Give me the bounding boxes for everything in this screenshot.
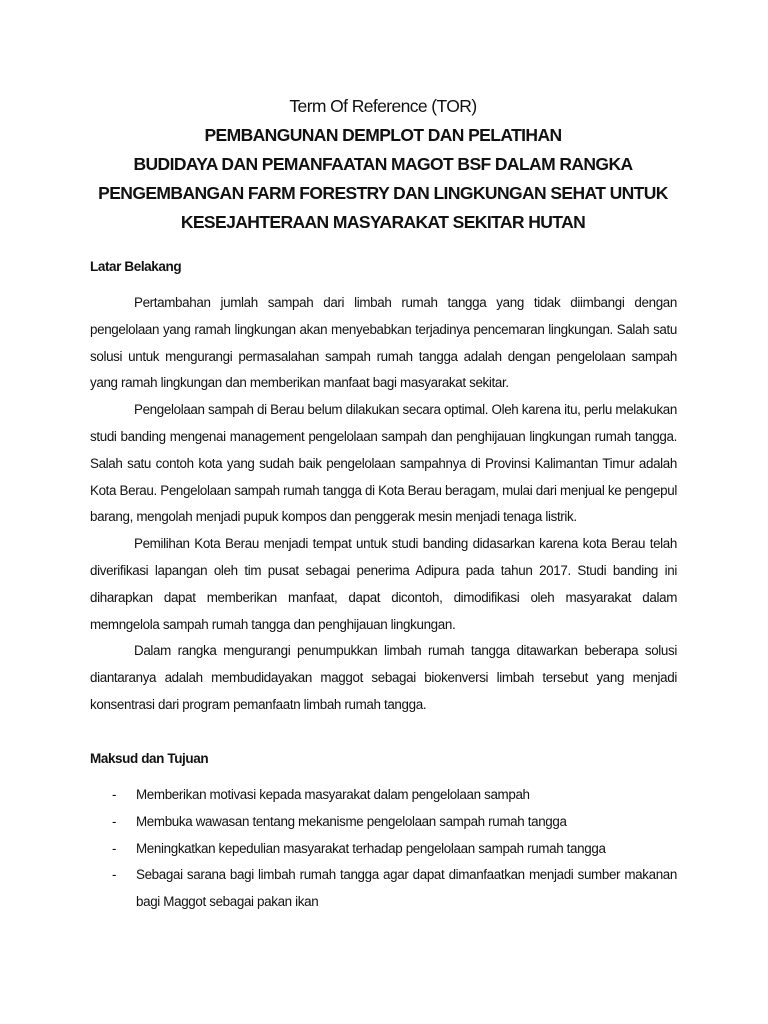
list-item-text: Meningkatkan kepedulian masyarakat terhadap pengelolaan sampah rumah tangga — [136, 840, 606, 856]
title-line-pengembangan: PENGEMBANGAN FARM FORESTRY DAN LINGKUNGAN SEHAT UNTUK — [98, 183, 668, 203]
list-item-text: Memberikan motivasi kepada masyarakat dalam pengelolaan sampah — [136, 787, 530, 802]
list-item-text: Sebagai sarana bagi limbah rumah tangga agar dapat dimanfaatkan menjadi sumber makanan bagi Maggot sebagai pakan ikan — [136, 867, 677, 910]
paragraph: Pertambahan jumlah sampah dari limbah rumah tangga yang tidak diimbangi dengan pengelolaan yang ramah lingkungan akan menyebabkan terjadinya pencemaran lingkungan. Salah satu solusi untuk mengurangi permasalahan sampah rumah tangga adalah dengan pengelolaan sampah yang ramah lingkungan dan memberikan manfaat bagi masyarakat sekitar. — [90, 295, 677, 391]
paragraph: Pemilihan Kota Berau menjadi tempat untuk studi banding didasarkan karena kota Berau telah diverifikasi lapangan oleh tim pusat sebagai penerima Adipura pada tahun 2017. Studi banding ini diharapkan dapat memberikan manfaat, dapat dicontoh, dimodifikasi oleh masyarakat dalam memngelola sampah rumah tangga dan penghijauan lingkungan. — [90, 536, 677, 632]
list-bullet: - — [112, 867, 117, 883]
list-bullet: - — [112, 840, 117, 856]
latar-belakang-body — [90, 290, 677, 719]
list-item-text: Membuka wawasan tentang mekanisme pengelolaan sampah rumah tangga — [136, 813, 567, 829]
paragraph: Dalam rangka mengurangi penumpukkan limbah rumah tangga ditawarkan beberapa solusi diantaranya adalah membudidayakan maggot sebagai biokenversi limbah tersebut yang menjadi konsentrasi dari program pemanfaatn limbah rumah tangga. — [90, 643, 677, 712]
title-line-tor: Term Of Reference (TOR) — [289, 96, 477, 116]
paragraph: Pengelolaan sampah di Berau belum dilakukan secara optimal. Oleh karena itu, perlu melakukan studi banding mengenai management pengelolaan sampah dan penghijauan lingkungan rumah tangga. Salah satu contoh kota yang sudah baik pengelolaan sampahnya di Provinsi Kalimantan Timur adalah Kota Berau. Pengelolaan sampah rumah tangga di Kota Berau beragam, mulai dari menjual ke pengepul barang, mengolah menjadi pupuk kompos dan penggerak mesin menjadi tenaga listrik. — [90, 402, 677, 525]
section-heading-maksud-dan-tujuan: Maksud dan Tujuan — [90, 751, 209, 766]
maksud-tujuan-list — [90, 782, 677, 916]
section-heading-latar-belakang: Latar Belakang — [90, 259, 182, 274]
title-line-kesejahteraan: KESEJAHTERAAN MASYARAKAT SEKITAR HUTAN — [180, 212, 586, 232]
list-bullet: - — [112, 813, 117, 829]
title-line-pembangunan: PEMBANGUNAN DEMPLOT DAN PELATIHAN — [204, 125, 562, 145]
list-item — [90, 862, 677, 916]
title-line-budidaya: BUDIDAYA DAN PEMANFAATAN MAGOT BSF DALAM RANGKA — [133, 154, 633, 174]
document-title — [88, 92, 678, 237]
list-item — [90, 782, 677, 809]
list-bullet: - — [112, 787, 117, 802]
list-item — [90, 809, 677, 836]
list-item — [90, 836, 677, 863]
